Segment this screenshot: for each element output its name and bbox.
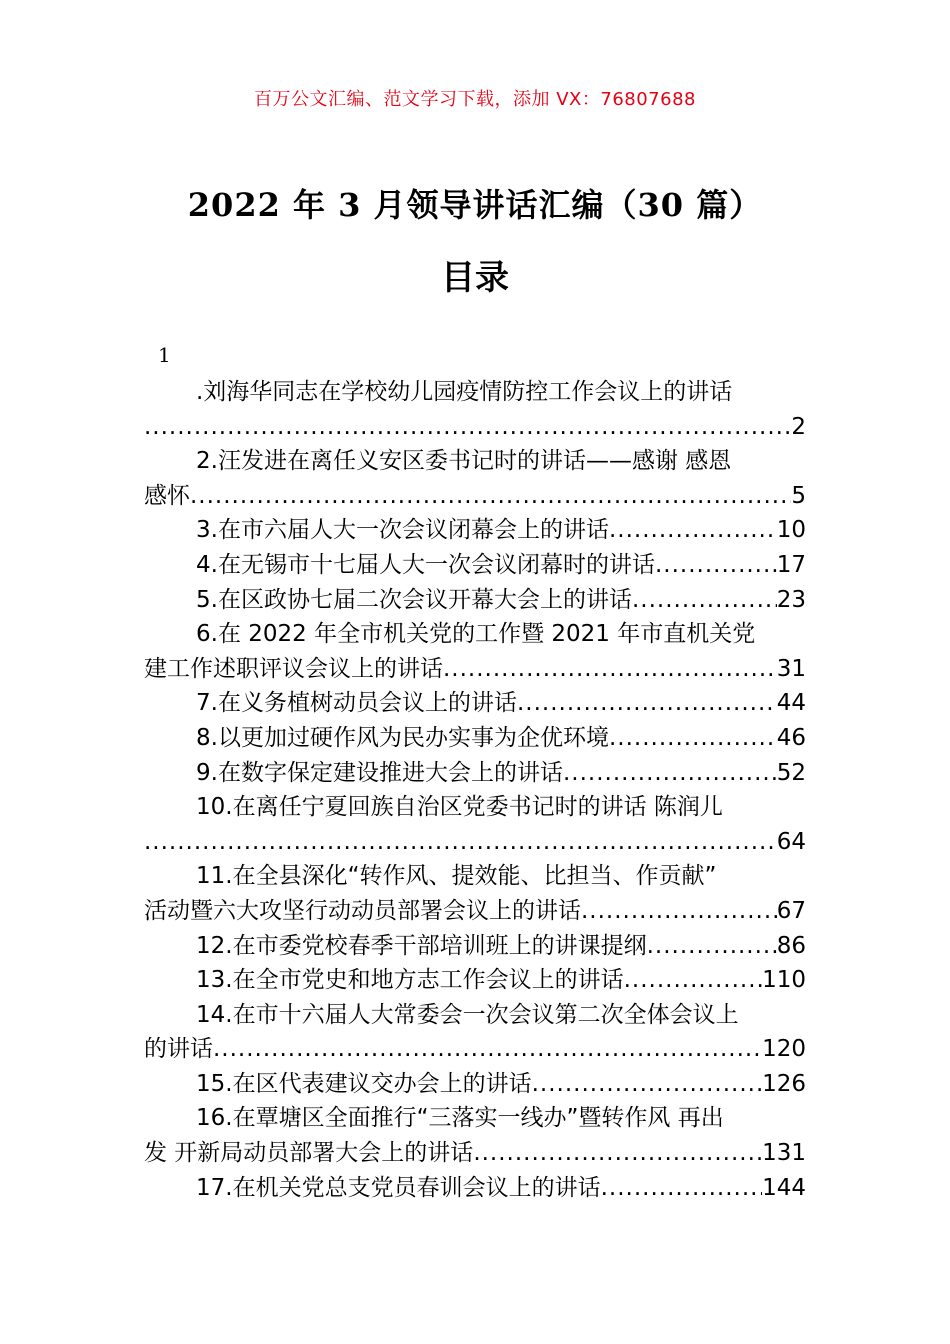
toc-entry-title: 13.在全市党史和地方志工作会议上的讲话: [196, 967, 624, 994]
toc-entry-page-number: 52: [776, 759, 806, 786]
toc-entry[interactable]: [144, 583, 806, 618]
toc-entry-page-number: 17: [776, 551, 806, 578]
toc-entry[interactable]: [144, 375, 806, 444]
toc-entry-title: 4.在无锡市十七届人大一次会议闭幕时的讲话: [196, 551, 655, 578]
document-title: 2022 年 3 月领导讲话汇编（30 篇）: [187, 186, 763, 224]
toc-entry-title: 发 开新局动员部署大会上的讲话: [144, 1140, 474, 1167]
dot-leader: [632, 583, 777, 618]
toc-entry-title: 3.在市六届人大一次会议闭幕会上的讲话: [196, 517, 609, 544]
toc-entry-page-number: 110: [762, 967, 806, 994]
toc-entry-page-number: 64: [776, 828, 806, 855]
list-number-marker: 1: [158, 343, 171, 367]
toc-entry-page-number: 23: [776, 586, 806, 613]
toc-entry[interactable]: [144, 929, 806, 964]
toc-entry-page-number: 120: [762, 1036, 806, 1063]
toc-entry-title: 活动暨六大攻坚行动动员部署会议上的讲话: [144, 897, 581, 924]
toc-entry-title: 6.在 2022 年全市机关党的工作暨 2021 年市直机关党: [196, 621, 756, 648]
header-watermark-note: 百万公文汇编、范文学习下载，添加 VX：76807688: [254, 89, 696, 110]
toc-entry-page-number: 126: [762, 1070, 806, 1097]
table-of-contents: [144, 375, 806, 1205]
dot-leader: [581, 894, 777, 929]
dot-leader: [443, 652, 777, 687]
toc-entry-title: 8.以更加过硬作风为民办实事为企优环境: [196, 724, 609, 751]
toc-entry-title: 感怀: [144, 482, 190, 509]
toc-entry-title: 12.在市委党校春季干部培训班上的讲课提纲: [196, 932, 647, 959]
toc-entry[interactable]: [144, 1171, 806, 1206]
dot-leader: [213, 1032, 762, 1067]
toc-entry-page-number: 131: [762, 1140, 806, 1167]
dot-leader: [190, 479, 791, 514]
toc-entry-page-number: 44: [776, 690, 806, 717]
dot-leader: [563, 756, 777, 791]
toc-entry-title: 5.在区政协七届二次会议开幕大会上的讲话: [196, 586, 632, 613]
toc-entry[interactable]: [144, 686, 806, 721]
toc-entry[interactable]: [144, 756, 806, 791]
toc-entry[interactable]: [144, 444, 806, 513]
dot-leader: [144, 410, 791, 445]
toc-entry[interactable]: [144, 1067, 806, 1102]
toc-entry-page-number: 31: [776, 655, 806, 682]
dot-leader: [647, 929, 777, 964]
dot-leader: [517, 686, 777, 721]
dot-leader: [609, 513, 777, 548]
toc-entry-page-number: 67: [776, 897, 806, 924]
toc-entry[interactable]: [144, 790, 806, 859]
dot-leader: [532, 1067, 763, 1102]
toc-entry-title: 14.在市十六届人大常委会一次会议第二次全体会议上: [196, 1001, 739, 1028]
toc-entry[interactable]: [144, 721, 806, 756]
dot-leader: [609, 721, 777, 756]
toc-entry[interactable]: [144, 859, 806, 928]
toc-entry-page-number: 10: [776, 517, 806, 544]
toc-entry-title: 建工作述职评议会议上的讲话: [144, 655, 443, 682]
toc-entry-title: 的讲话: [144, 1036, 213, 1063]
toc-entry[interactable]: [144, 617, 806, 686]
toc-entry-title: 10.在离任宁夏回族自治区党委书记时的讲话 陈润儿: [196, 794, 723, 821]
toc-entry-title: 7.在义务植树动员会议上的讲话: [196, 690, 517, 717]
dot-leader: [144, 825, 777, 860]
toc-heading: 目录: [441, 258, 509, 298]
toc-entry-title: 17.在机关党总支党员春训会议上的讲话: [196, 1174, 601, 1201]
dot-leader: [601, 1171, 763, 1206]
toc-entry-page-number: 86: [776, 932, 806, 959]
toc-entry-title: 15.在区代表建议交办会上的讲话: [196, 1070, 532, 1097]
toc-entry-title: 9.在数字保定建设推进大会上的讲话: [196, 759, 563, 786]
dot-leader: [624, 963, 763, 998]
toc-entry-title: 2.汪发进在离任义安区委书记时的讲话——感谢 感恩: [196, 448, 732, 475]
toc-entry-page-number: 144: [762, 1174, 806, 1201]
toc-entry[interactable]: [144, 513, 806, 548]
toc-entry-page-number: 5: [791, 482, 806, 509]
dot-leader: [655, 548, 777, 583]
toc-entry-page-number: 46: [776, 724, 806, 751]
toc-entry-title: 16.在覃塘区全面推行“三落实一线办”暨转作风 再出: [196, 1105, 724, 1132]
toc-entry[interactable]: [144, 1101, 806, 1170]
toc-entry[interactable]: [144, 963, 806, 998]
toc-entry-page-number: 2: [791, 413, 806, 440]
toc-entry-title: .刘海华同志在学校幼儿园疫情防控工作会议上的讲话: [196, 379, 733, 405]
toc-entry[interactable]: [144, 998, 806, 1067]
dot-leader: [473, 1136, 762, 1171]
toc-entry-title: 11.在全县深化“转作风、提效能、比担当、作贡献”: [196, 863, 717, 890]
toc-entry[interactable]: [144, 548, 806, 583]
